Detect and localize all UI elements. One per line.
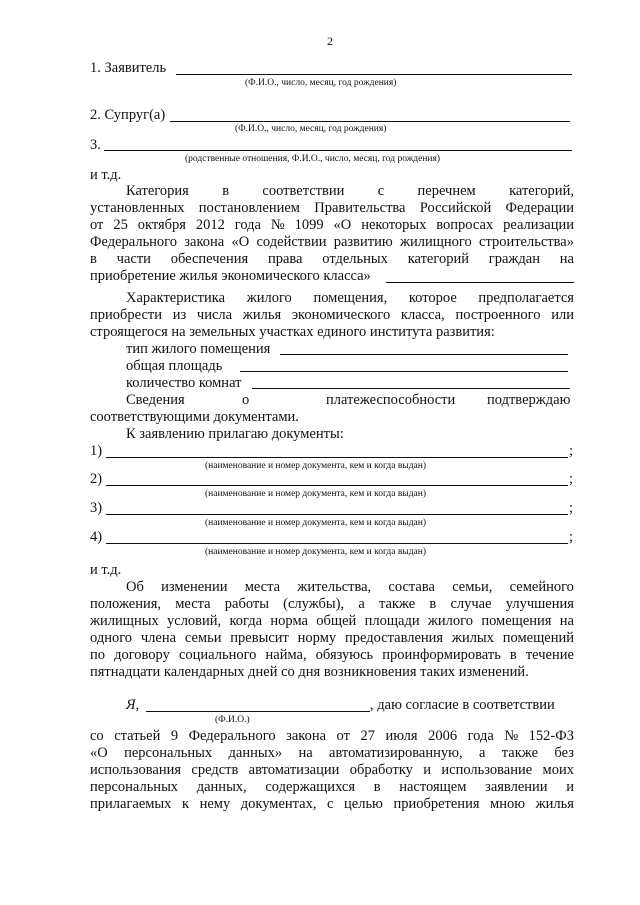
- consent-line-4: персональных данных, содержащихся в настоящем заявлении и: [90, 779, 574, 795]
- inform-line-1: Об изменении места жительства, состава семьи, семейного: [126, 579, 574, 595]
- spouse-hint: (Ф.И.О., число, месяц, год рождения): [235, 124, 387, 134]
- category-line-5: в части обеспечения права отдельных категорий граждан на: [90, 251, 574, 267]
- housing-line-3: строящегося на земельных участках единого института развития:: [90, 324, 495, 340]
- documents-intro: К заявлению прилагаю документы:: [126, 426, 344, 442]
- document-number-3: 3): [90, 500, 103, 516]
- consent-line-5: прилагаемых к нему документах, с целью приобретения мною жилья: [90, 796, 574, 812]
- applicant-label: 1. Заявитель: [90, 60, 167, 76]
- etc-text: и т.д.: [90, 167, 122, 183]
- housing-rooms-field[interactable]: [252, 388, 570, 389]
- spouse-field[interactable]: [170, 121, 570, 122]
- solvency-word-2: о: [242, 392, 250, 408]
- document-hint-4: (наименование и номер документа, кем и когда выдан): [205, 547, 426, 557]
- consent-line-3: использования средств автоматизации обработку и использование моих: [90, 762, 574, 778]
- applicant-field[interactable]: [176, 74, 572, 75]
- document-end-1: ;: [569, 443, 574, 459]
- category-line-6: приобретение жилья экономического класса»: [90, 268, 371, 284]
- housing-line-2: приобрести из числа жилья экономического класса, построенного или: [90, 307, 574, 323]
- housing-line-1: Характеристика жилого помещения, которое предполагается: [126, 290, 574, 306]
- housing-type-field[interactable]: [280, 354, 568, 355]
- inform-line-2: положения, места работы (службы), а также в случае улучшения: [90, 596, 574, 612]
- housing-rooms-label: количество комнат: [126, 375, 242, 391]
- category-line-4: Федерального закона «О содействии развитию жилищного строительства»: [90, 234, 574, 250]
- document-hint-3: (наименование и номер документа, кем и когда выдан): [205, 518, 426, 528]
- consent-line-2: «О персональных данных» на автоматизированную, а также без: [90, 745, 574, 761]
- inform-line-4: одного члена семьи превысит норму предоставления жилых помещений: [90, 630, 574, 646]
- inform-line-6: пятнадцати календарных дней со дня возникновения таких изменений.: [90, 664, 529, 680]
- document-field-1[interactable]: [106, 457, 568, 458]
- spouse-label: 2. Супруг(а): [90, 107, 166, 123]
- consent-fio-field[interactable]: [146, 711, 370, 712]
- category-line-3: от 25 октября 2012 года № 1099 «О некоторых вопросах реализации: [90, 217, 574, 233]
- document-field-4[interactable]: [106, 543, 568, 544]
- housing-area-label: общая площадь: [126, 358, 223, 374]
- inform-line-3: жилищных условий, когда норма общей площади жилого помещения на: [90, 613, 574, 629]
- document-end-4: ;: [569, 529, 574, 545]
- etc-text-2: и т.д.: [90, 562, 122, 578]
- category-field[interactable]: [386, 282, 574, 283]
- document-end-3: ;: [569, 500, 574, 516]
- relative-label: 3.: [90, 137, 101, 153]
- consent-i: Я,: [126, 697, 140, 713]
- solvency-word-3: платежеспособности: [326, 392, 456, 408]
- consent-line-1: со статьей 9 Федерального закона от 27 июля 2006 года № 152-ФЗ: [90, 728, 574, 744]
- category-line-1: Категория в соответствии с перечнем категорий,: [126, 183, 574, 199]
- inform-line-5: по договору социального найма, обязуюсь проинформировать в течение: [90, 647, 574, 663]
- category-line-2: установленных постановлением Правительства Российской Федерации: [90, 200, 574, 216]
- document-hint-1: (наименование и номер документа, кем и когда выдан): [205, 461, 426, 471]
- document-field-3[interactable]: [106, 514, 568, 515]
- solvency-word-1: Сведения: [126, 392, 185, 408]
- document-number-4: 4): [90, 529, 103, 545]
- housing-type-label: тип жилого помещения: [126, 341, 271, 357]
- housing-area-field[interactable]: [240, 371, 568, 372]
- document-number-2: 2): [90, 471, 103, 487]
- consent-rest: , даю согласие в соответствии: [370, 697, 555, 713]
- relative-field[interactable]: [104, 150, 572, 151]
- solvency-line-2: соответствующими документами.: [90, 409, 299, 425]
- document-hint-2: (наименование и номер документа, кем и когда выдан): [205, 489, 426, 499]
- solvency-word-4: подтверждаю: [487, 392, 571, 408]
- relative-hint: (родственные отношения, Ф.И.О., число, месяц, год рождения): [185, 154, 441, 164]
- page-number: 2: [327, 34, 333, 48]
- document-end-2: ;: [569, 471, 574, 487]
- applicant-hint: (Ф.И.О., число, месяц, год рождения): [245, 78, 397, 88]
- document-number-1: 1): [90, 443, 103, 459]
- document-field-2[interactable]: [106, 485, 568, 486]
- consent-fio-hint: (Ф.И.О.): [215, 715, 250, 725]
